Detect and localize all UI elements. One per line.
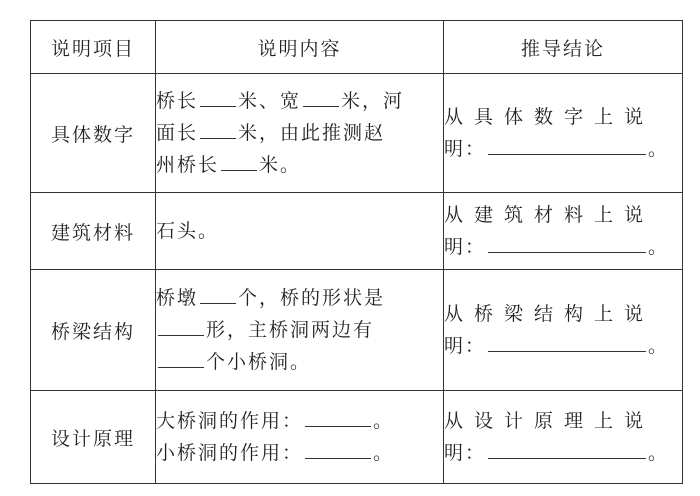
conclusion-text: 从桥梁结构上说 [444,303,655,326]
fill-blank[interactable] [305,408,371,427]
fill-blank[interactable] [158,349,204,368]
header-row [31,21,683,74]
fill-blank[interactable] [200,285,236,304]
row-conclusion [444,74,683,193]
fill-blank[interactable] [305,440,371,459]
fill-blank[interactable] [200,120,236,139]
conclusion-prefix: 明： [444,138,487,161]
explanation-table [30,20,683,484]
conclusion-prefix: 明： [444,335,487,358]
content-text: 米。 [259,154,302,177]
conclusion-end: 。 [648,335,670,358]
content-text: 桥长 [156,90,199,113]
content-text: 。 [373,442,395,465]
content-text: 石头。 [156,220,220,243]
row-item: 建筑材料 [31,193,156,270]
content-text: 米、宽 [238,90,302,113]
conclusion-prefix: 明： [444,442,487,465]
content-text: 。 [373,410,395,433]
header-conclusion: 推导结论 [444,21,683,74]
content-text: 个小桥洞。 [206,351,312,374]
table-row [31,74,683,193]
conclusion-end: 。 [648,236,670,259]
row-item: 具体数字 [31,74,156,193]
content-text: 桥墩 [156,287,199,310]
content-text: 米，河 [341,90,405,113]
fill-blank[interactable] [488,440,646,459]
row-content [156,74,444,193]
content-text: 个，桥的形状是 [238,287,386,310]
table-row [31,270,683,391]
content-text: 大桥洞的作用： [156,410,304,433]
fill-blank[interactable] [158,317,204,336]
fill-blank[interactable] [221,152,257,171]
content-text: 小桥洞的作用： [156,442,304,465]
row-conclusion [444,270,683,391]
content-text: 州桥长 [156,154,220,177]
content-text: 形，主桥洞两边有 [206,319,375,342]
conclusion-text: 从具体数字上说 [444,106,655,129]
row-item: 设计原理 [31,391,156,484]
conclusion-text: 从建筑材料上说 [444,204,655,227]
conclusion-end: 。 [648,138,670,161]
table-row [31,391,683,484]
fill-blank[interactable] [200,88,236,107]
table-row [31,193,683,270]
fill-blank[interactable] [488,333,646,352]
conclusion-end: 。 [648,442,670,465]
header-content: 说明内容 [156,21,444,74]
fill-blank[interactable] [488,234,646,253]
conclusion-prefix: 明： [444,236,487,259]
row-content [156,193,444,270]
header-item: 说明项目 [31,21,156,74]
conclusion-text: 从设计原理上说 [444,410,655,433]
content-text: 米，由此推测赵 [238,122,386,145]
row-content [156,391,444,484]
row-item: 桥梁结构 [31,270,156,391]
fill-blank[interactable] [303,88,339,107]
row-content [156,270,444,391]
row-conclusion [444,193,683,270]
content-text: 面长 [156,122,199,145]
row-conclusion [444,391,683,484]
fill-blank[interactable] [488,136,646,155]
